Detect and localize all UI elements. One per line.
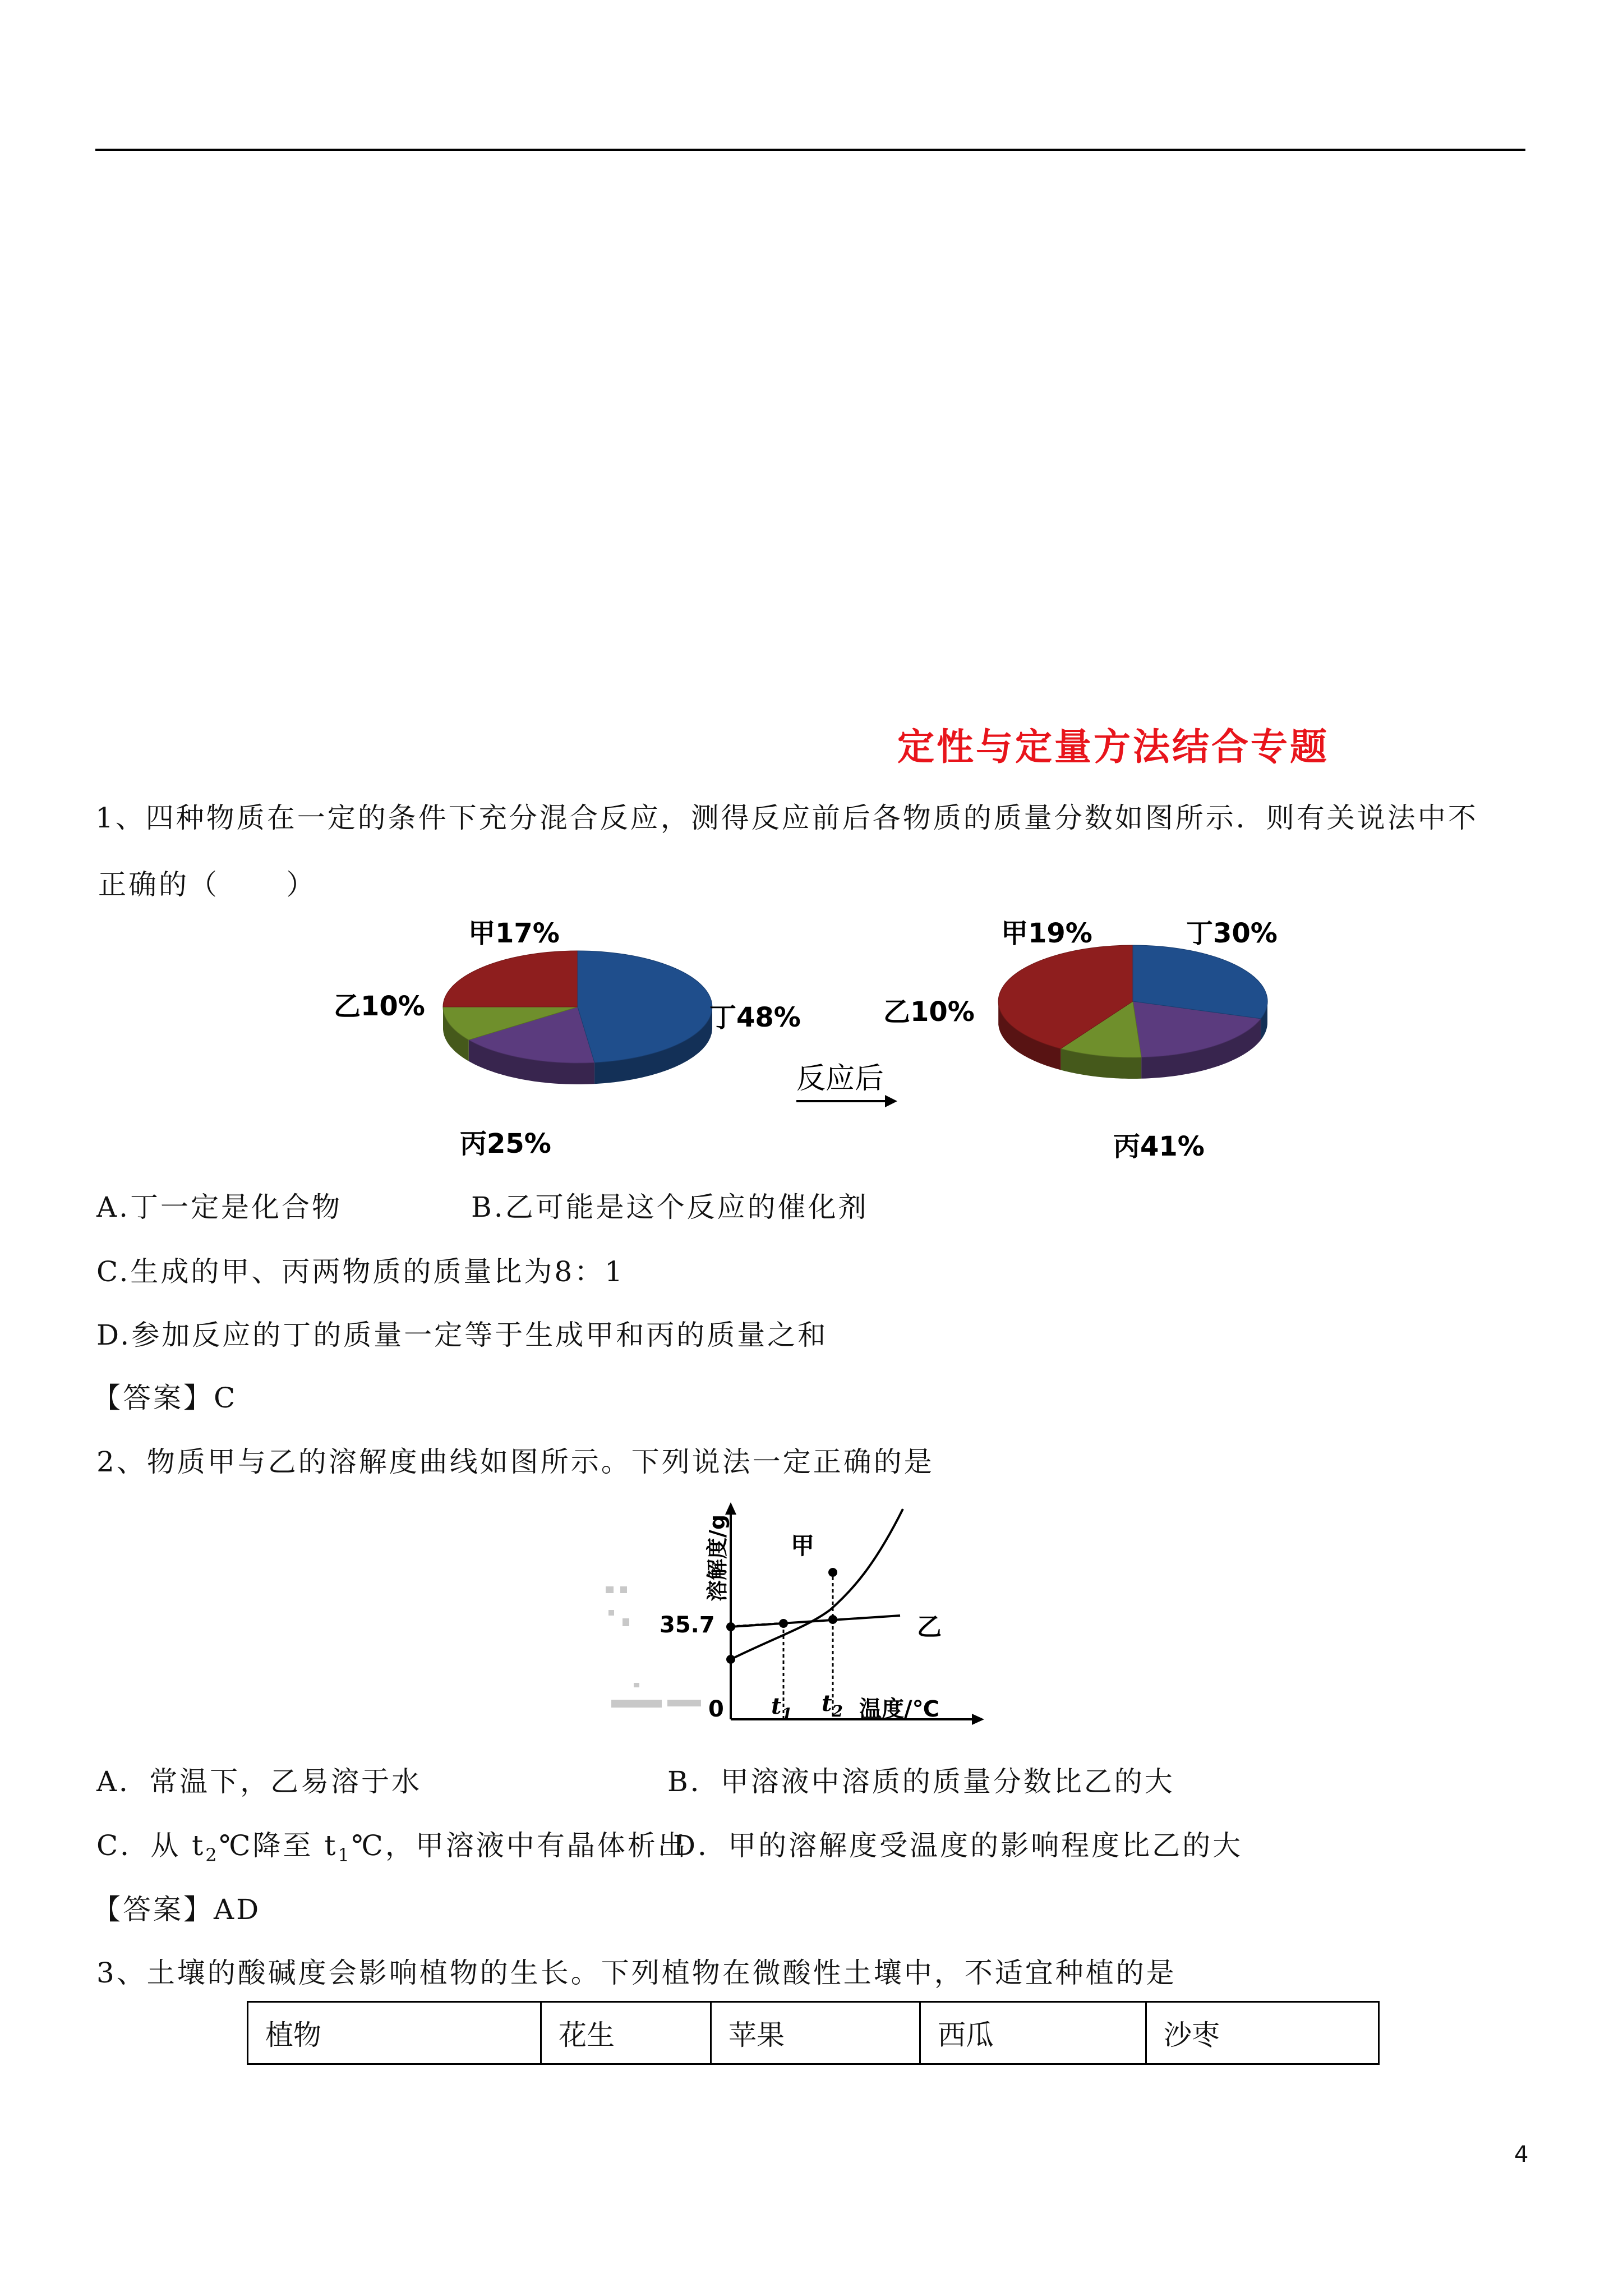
- q2-answer: 【答案】AD: [93, 1893, 261, 1926]
- page-title: 定性与定量方法结合专题: [897, 725, 1329, 769]
- q2-option-c: C．从 $t_2℃$降至 $t_1℃$，甲溶液中有晶体析出: [96, 1829, 688, 1866]
- svg-text:t2: $t_2$: [822, 1690, 843, 1720]
- pie2-label-bing: 丙41%: [1113, 1131, 1205, 1162]
- q2-solubility-graph: [606, 1498, 987, 1733]
- y-axis-label: 溶解度/g: [705, 1514, 730, 1602]
- curve-jia-label: 甲: [791, 1532, 815, 1559]
- pie1-label-jia: 甲17%: [468, 918, 560, 949]
- y-axis-arrow: [725, 1502, 736, 1515]
- pie1-slice-丙: [443, 951, 578, 1007]
- q2-stem: 2、物质甲与乙的溶解度曲线如图所示。下列说法一定正确的是: [96, 1446, 934, 1478]
- q1-option-a: A.丁一定是化合物: [96, 1191, 343, 1223]
- q1-pie-figure: [314, 909, 1324, 1178]
- table-cell: 沙枣: [1146, 2002, 1379, 2064]
- page-number: 4: [1514, 2142, 1529, 2168]
- svg-text:t1: $t_1$: [771, 1693, 792, 1723]
- q1-stem-line2: 正确的（ ）: [98, 868, 317, 901]
- x-axis-label: 温度/℃: [859, 1696, 940, 1722]
- pie2-label-yi: 乙10%: [883, 996, 975, 1028]
- pie1-label-bing: 丙25%: [460, 1128, 551, 1159]
- table-cell: 苹果: [711, 2002, 920, 2064]
- reaction-arrow-head: [885, 1095, 897, 1107]
- q3-plant-table: [247, 2001, 1380, 2065]
- pie1-label-ding: 丁48%: [709, 1002, 801, 1033]
- faded-noise: [606, 1586, 701, 1708]
- x-axis-arrow: [972, 1714, 984, 1725]
- q1-option-d: D.参加反应的丁的质量一定等于生成甲和丙的质量之和: [96, 1319, 828, 1351]
- table-cell: 植物: [248, 2002, 541, 2064]
- q1-answer: 【答案】C: [93, 1382, 238, 1414]
- pie-after-group: [998, 945, 1267, 1079]
- pie-before-group: [443, 951, 712, 1084]
- origin-label: 0: [708, 1696, 724, 1722]
- q2-option-a: A．常温下，乙易溶于水: [96, 1765, 422, 1798]
- header-rule: [95, 149, 1525, 151]
- q1-option-c: C.生成的甲、丙两物质的质量比为8：1: [96, 1255, 625, 1288]
- table-cell: 西瓜: [920, 2002, 1146, 2064]
- pie2-label-ding: 丁30%: [1186, 918, 1278, 949]
- q3-stem: 3、土壤的酸碱度会影响植物的生长。下列植物在微酸性土壤中，不适宜种植的是: [96, 1957, 1177, 1989]
- table-row: [248, 2002, 1379, 2064]
- curve-yi-label: 乙: [917, 1613, 942, 1641]
- q2-option-b: B．甲溶液中溶质的质量分数比乙的大: [667, 1765, 1175, 1798]
- reaction-arrow-label: 反应后: [796, 1062, 884, 1096]
- q1-option-b: B.乙可能是这个反应的催化剂: [471, 1191, 869, 1223]
- pie1-label-yi: 乙10%: [334, 991, 425, 1022]
- y-tick-label: 35.7: [660, 1612, 715, 1638]
- curve-jia: [731, 1509, 903, 1659]
- q1-stem-line1: 1、四种物质在一定的条件下充分混合反应，测得反应前后各物质的质量分数如图所示．则有关说法中不: [95, 802, 1478, 834]
- table-cell: 花生: [541, 2002, 711, 2064]
- pie2-label-jia: 甲19%: [1001, 918, 1092, 949]
- q2-option-d: D．甲的溶解度受温度的影响程度比乙的大: [673, 1829, 1243, 1862]
